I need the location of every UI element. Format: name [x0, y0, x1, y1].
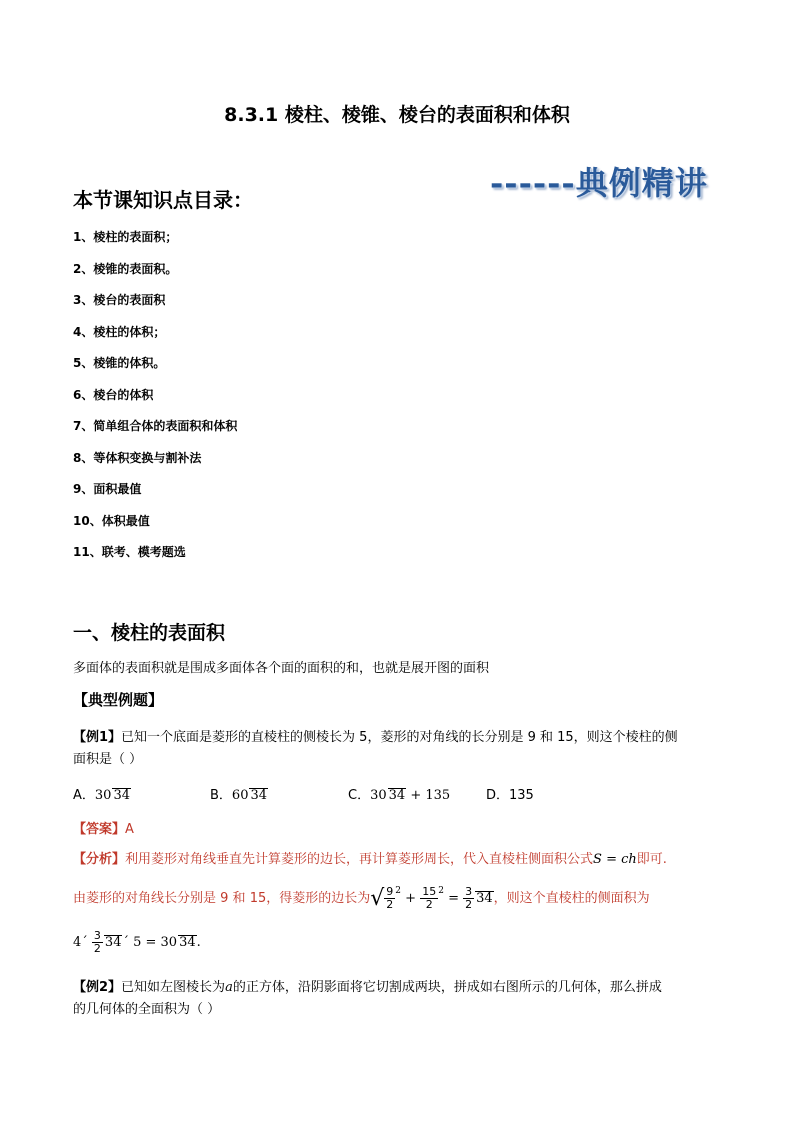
- analysis-tag: 【分析】: [73, 852, 126, 867]
- fraction: $\frac{15}{2}$: [422, 885, 437, 911]
- toc-item: 3、棱台的表面积: [73, 293, 166, 307]
- calculation-line: 4´ $\frac{3}{2}$ 34´ 5 = 30 34.: [73, 929, 201, 955]
- toc-item: 5、棱锥的体积。: [73, 356, 166, 370]
- example1-line2: 面积是（ ）: [73, 752, 143, 767]
- toc-item: 2、棱锥的表面积。: [73, 262, 178, 276]
- toc-item: 7、简单组合体的表面积和体积: [73, 419, 238, 433]
- examples-label: 【典型例题】: [73, 691, 164, 709]
- answer-tag: 【答案】: [73, 822, 126, 837]
- section-heading: 一、棱柱的表面积: [73, 622, 226, 644]
- answer-line: [73, 818, 134, 837]
- example1-line1: [73, 726, 678, 745]
- fraction: $\frac{3}{2}$: [93, 929, 101, 955]
- answer-value: A: [125, 822, 134, 837]
- fraction: $\frac{9}{2}$: [386, 885, 394, 911]
- example2-line2: 的几何体的全面积为（ ）: [73, 1002, 221, 1017]
- analysis-line: 【分析】利用菱形对角线垂直先计算菱形的边长，再计算菱形周长，代入直棱柱侧面积公式S = ch即可.: [73, 852, 667, 867]
- option-d: D．135: [486, 788, 534, 803]
- solution-line: 由菱形的对角线长分别是 9 和 15，得菱形的边长为√ $\frac{9}{2}$ $^2$ + $\frac{15}{2}$ $^2$ = $\frac{3}{2}$ 34，则这个直棱柱的侧面积为: [73, 885, 650, 911]
- toc-heading: 本节课知识点目录：: [73, 188, 253, 212]
- fraction: $\frac{3}{2}$: [465, 885, 473, 911]
- toc-item: 1、棱柱的表面积；: [73, 230, 178, 244]
- option-a: A．30 34: [73, 788, 130, 803]
- page-title: 8.3.1 棱柱、棱锥、棱台的表面积和体积: [224, 104, 570, 126]
- option-c: C．30 34 + 135: [348, 788, 451, 803]
- toc-item: 11、联考、模考题选: [73, 545, 186, 559]
- example2-line1: 【例2】已知如左图棱长为a的正方体，沿阴影面将它切割成两块，拼成如右图所示的几何体，那么拼成: [73, 980, 662, 995]
- toc-item: 4、棱柱的体积；: [73, 325, 166, 339]
- option-b: B．60 34: [210, 788, 268, 803]
- toc-item: 6、棱台的体积: [73, 388, 154, 402]
- example1-tag: 【例1】: [73, 730, 122, 745]
- example1-text: 已知一个底面是菱形的直棱柱的侧棱长为 5，菱形的对角线的长分别是 9 和 15，则这个棱柱的侧: [121, 730, 678, 745]
- section-intro: 多面体的表面积就是围成多面体各个面的面积的和，也就是展开图的面积: [73, 661, 490, 676]
- toc-item: 10、体积最值: [73, 514, 150, 528]
- toc-item: 9、面积最值: [73, 482, 142, 496]
- example2-tag: 【例2】: [73, 980, 122, 995]
- banner-typical-examples: ------典例精讲: [490, 164, 708, 202]
- toc-item: 8、等体积变换与割补法: [73, 451, 202, 465]
